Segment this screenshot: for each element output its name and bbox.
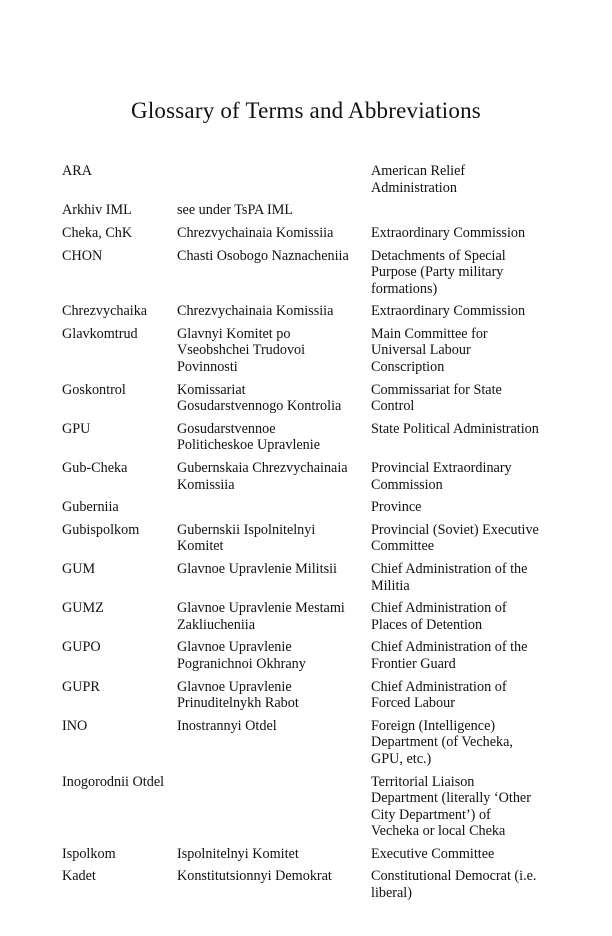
glossary-entry <box>62 382 582 415</box>
glossary-original-name <box>177 248 371 298</box>
glossary-meaning <box>371 421 581 454</box>
original-name-line: Povinnosti <box>177 358 238 375</box>
glossary-original-name <box>177 600 371 633</box>
meaning-line: Department (of Vecheka, <box>371 734 513 751</box>
meaning-line: GPU, etc.) <box>371 750 432 767</box>
glossary-entry <box>62 718 582 768</box>
meaning-line: City Department’) of <box>371 806 491 823</box>
original-name-line: Chrezvychainaia Komissiia <box>177 224 334 241</box>
meaning-line: Frontier Guard <box>371 655 456 672</box>
original-name-line: Glavnoe Upravlenie Mestami <box>177 600 345 617</box>
glossary-entry <box>62 679 582 712</box>
original-name-line: Gosudarstvennogo Kontrolia <box>177 398 342 415</box>
glossary-meaning <box>371 561 581 594</box>
glossary-term: CHON <box>62 247 103 264</box>
meaning-line: Department (literally ‘Other <box>371 790 531 806</box>
glossary-original-name <box>177 303 371 320</box>
meaning-line: Chief Administration of <box>371 600 507 617</box>
glossary-meaning <box>371 868 581 901</box>
glossary-meaning <box>371 499 581 516</box>
original-name-line: Glavnyi Komitet po <box>177 325 291 342</box>
original-name-line: Gubernskii Ispolnitelnyi <box>177 521 316 538</box>
glossary-original-name <box>177 499 371 516</box>
glossary-original-name <box>177 522 371 555</box>
glossary-term: GUPR <box>62 678 100 695</box>
glossary-entry <box>62 248 582 298</box>
original-name-line: Pogranichnoi Okhrany <box>177 655 306 672</box>
original-name-line: Komissiia <box>177 476 235 493</box>
original-name-line: Chrezvychainaia Komissiia <box>177 303 334 320</box>
glossary-entry <box>62 639 582 672</box>
meaning-line: Forced Labour <box>371 695 455 712</box>
original-name-line: Konstitutsionnyi Demokrat <box>177 868 332 885</box>
glossary-entry <box>62 561 582 594</box>
glossary-original-name <box>177 774 371 840</box>
glossary-entry <box>62 846 582 863</box>
meaning-line: Chief Administration of <box>371 678 507 695</box>
meaning-line: Commissariat for State <box>371 381 502 398</box>
glossary-term: Kadet <box>62 868 96 885</box>
glossary-term: Gubispolkom <box>62 521 140 538</box>
glossary-meaning <box>371 248 581 298</box>
glossary-entry <box>62 202 582 219</box>
meaning-line: Main Committee for <box>371 325 488 342</box>
glossary-original-name <box>177 202 371 219</box>
meaning-line: Extraordinary Commission <box>371 303 526 320</box>
original-name-line: Glavnoe Upravlenie Militsii <box>177 561 337 578</box>
original-name-line: Zakliucheniia <box>177 616 255 633</box>
glossary-meaning <box>371 639 581 672</box>
glossary-term: Gub-Cheka <box>62 460 128 476</box>
glossary-term: Arkhiv IML <box>62 202 132 219</box>
meaning-line: Foreign (Intelligence) <box>371 717 496 734</box>
meaning-line: Chief Administration of the <box>371 561 528 578</box>
glossary-entry <box>62 163 582 196</box>
meaning-line: Places of Detention <box>371 616 483 633</box>
glossary-original-name <box>177 868 371 901</box>
glossary-entry <box>62 499 582 516</box>
glossary-original-name <box>177 561 371 594</box>
glossary-original-name <box>177 846 371 863</box>
meaning-line: Vecheka or local Cheka <box>371 823 506 839</box>
original-name-line: Politicheskoe Upravlenie <box>177 437 321 454</box>
glossary-term: GUM <box>62 561 96 578</box>
glossary-entry <box>62 868 582 901</box>
glossary-term: GUPO <box>62 639 101 656</box>
glossary-meaning <box>371 163 581 196</box>
glossary-entry <box>62 303 582 320</box>
original-name-line: Ispolnitelnyi Komitet <box>177 845 299 862</box>
glossary-entry <box>62 225 582 242</box>
glossary-original-name <box>177 163 371 196</box>
glossary-original-name <box>177 460 371 493</box>
glossary-original-name <box>177 679 371 712</box>
glossary-original-name <box>177 718 371 768</box>
meaning-line: American Relief <box>371 163 466 179</box>
meaning-line: State Political Administration <box>371 420 539 437</box>
meaning-line: Provincial Extraordinary <box>371 460 512 476</box>
original-name-line: Gubernskaia Chrezvychainaia <box>177 460 348 476</box>
glossary-meaning <box>371 326 581 376</box>
meaning-line: Purpose (Party military <box>371 264 504 281</box>
original-name-line: Chasti Osobogo Naznacheniia <box>177 247 349 264</box>
glossary-original-name <box>177 225 371 242</box>
original-name-line: Glavnoe Upravlenie <box>177 678 292 695</box>
meaning-line: formations) <box>371 280 438 297</box>
glossary-meaning <box>371 225 581 242</box>
glossary-term: Cheka, ChK <box>62 224 133 241</box>
glossary-entry <box>62 326 582 376</box>
glossary-term: GUMZ <box>62 600 104 617</box>
original-name-line: Glavnoe Upravlenie <box>177 639 292 656</box>
glossary-term: Inogorodnii Otdel <box>62 773 165 790</box>
meaning-line: Control <box>371 398 415 415</box>
glossary-meaning <box>371 522 581 555</box>
glossary-term: Chrezvychaika <box>62 303 148 320</box>
meaning-line: Extraordinary Commission <box>371 224 526 241</box>
glossary-meaning <box>371 846 581 863</box>
glossary-meaning <box>371 303 581 320</box>
glossary-entry <box>62 421 582 454</box>
original-name-line: Gosudarstvennoe <box>177 420 276 437</box>
glossary-meaning <box>371 382 581 415</box>
glossary-meaning <box>371 679 581 712</box>
glossary-entry <box>62 774 582 840</box>
meaning-line: Chief Administration of the <box>371 639 528 656</box>
glossary-meaning <box>371 600 581 633</box>
meaning-line: Commission <box>371 476 443 493</box>
original-name-line: Komitet <box>177 538 224 555</box>
glossary-term: Glavkomtrud <box>62 325 138 342</box>
glossary-term: Ispolkom <box>62 845 116 862</box>
glossary-original-name <box>177 382 371 415</box>
glossary-entry <box>62 460 582 493</box>
original-name-line: see under TsPA IML <box>177 202 294 219</box>
meaning-line: Committee <box>371 538 435 555</box>
glossary-entry <box>62 600 582 633</box>
glossary-meaning <box>371 718 581 768</box>
glossary-entry <box>62 522 582 555</box>
glossary-term: Guberniia <box>62 499 119 516</box>
original-name-line: Komissariat <box>177 381 246 398</box>
glossary-list <box>62 163 582 908</box>
meaning-line: Detachments of Special <box>371 247 506 264</box>
meaning-line: Province <box>371 499 422 516</box>
meaning-line: Universal Labour <box>371 342 471 359</box>
meaning-line: Territorial Liaison <box>371 773 475 790</box>
meaning-line: liberal) <box>371 884 412 901</box>
original-name-line: Inostrannyi Otdel <box>177 717 277 734</box>
page-title: Glossary of Terms and Abbreviations <box>131 98 481 123</box>
original-name-line: Vseobshchei Trudovoi <box>177 342 306 359</box>
glossary-term: Goskontrol <box>62 381 126 398</box>
original-name-line: Prinuditelnykh Rabot <box>177 695 299 712</box>
glossary-term: INO <box>62 717 88 734</box>
meaning-line: Executive Committee <box>371 845 495 862</box>
glossary-meaning <box>371 774 581 840</box>
glossary-original-name <box>177 326 371 376</box>
glossary-original-name <box>177 639 371 672</box>
glossary-meaning <box>371 202 581 219</box>
meaning-line: Militia <box>371 577 410 594</box>
meaning-line: Administration <box>371 179 457 196</box>
glossary-meaning <box>371 460 581 493</box>
meaning-line: Constitutional Democrat (i.e. <box>371 868 537 885</box>
meaning-line: Provincial (Soviet) Executive <box>371 521 539 538</box>
glossary-term: GPU <box>62 420 91 437</box>
glossary-term: ARA <box>62 163 92 179</box>
meaning-line: Conscription <box>371 358 445 375</box>
glossary-original-name <box>177 421 371 454</box>
